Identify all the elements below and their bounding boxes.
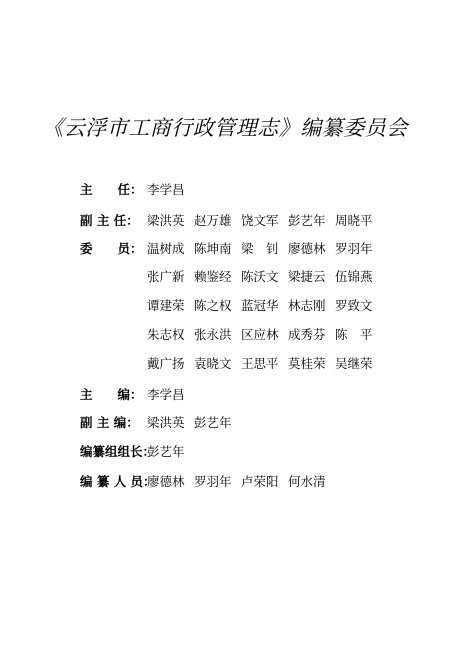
- member-name: 陈沃文: [241, 269, 279, 284]
- member-name: 陈坤南: [194, 241, 232, 256]
- member-name: 梁洪英: [147, 415, 185, 430]
- role-label: 副 主 编：: [80, 415, 139, 430]
- member-name: 谭建荣: [147, 298, 185, 313]
- member-name: 彭艺年: [194, 415, 232, 430]
- member-name: 张永洪: [194, 327, 232, 342]
- member-name: 罗羽年: [335, 241, 373, 256]
- member-name: 莫桂荣: [288, 356, 326, 371]
- member-name: 伍锦燕: [335, 269, 373, 284]
- role-label: 编纂组组长：: [80, 444, 156, 459]
- member-name: 梁洪英: [147, 213, 185, 228]
- member-name: 李学昌: [147, 182, 185, 197]
- member-name: 赵万雄: [194, 213, 232, 228]
- member-name: 梁捷云: [288, 269, 326, 284]
- member-name: 彭艺年: [147, 444, 185, 459]
- page-title: 《云浮市工商行政管理志》编纂委员会: [42, 116, 408, 140]
- member-name: 罗羽年: [194, 474, 232, 489]
- member-name: 袁晓文: [194, 356, 232, 371]
- member-name: 罗致文: [335, 298, 373, 313]
- member-name: 林志刚: [288, 298, 326, 313]
- member-name: 陈之权: [194, 298, 232, 313]
- member-name: 周晓平: [335, 213, 373, 228]
- member-name: 温树成: [147, 241, 185, 256]
- role-label: 副 主 任：: [80, 213, 139, 228]
- member-name: 吴继荣: [335, 356, 373, 371]
- member-name: 区应林: [241, 327, 279, 342]
- member-name: 廖德林: [288, 241, 326, 256]
- member-name: 梁 钊: [241, 241, 279, 256]
- member-name: 何水清: [288, 474, 326, 489]
- member-name: 蓝冠华: [241, 298, 279, 313]
- member-name: 卢荣阳: [241, 474, 279, 489]
- member-name: 赖鉴经: [194, 269, 232, 284]
- member-name: 李学昌: [147, 387, 185, 402]
- role-label: 主 任：: [80, 182, 143, 197]
- role-label: 委 员：: [80, 241, 143, 256]
- member-name: 戴广扬: [147, 356, 185, 371]
- role-label: 编 纂 人 员：: [80, 474, 156, 489]
- member-name: 廖德林: [147, 474, 185, 489]
- member-name: 朱志权: [147, 327, 185, 342]
- member-name: 成秀芬: [288, 327, 326, 342]
- member-name: 王思平: [241, 356, 279, 371]
- member-name: 陈 平: [335, 327, 373, 342]
- role-label: 主 编：: [80, 387, 143, 402]
- member-name: 张广新: [147, 269, 185, 284]
- member-name: 饶文军: [241, 213, 279, 228]
- member-name: 彭艺年: [288, 213, 326, 228]
